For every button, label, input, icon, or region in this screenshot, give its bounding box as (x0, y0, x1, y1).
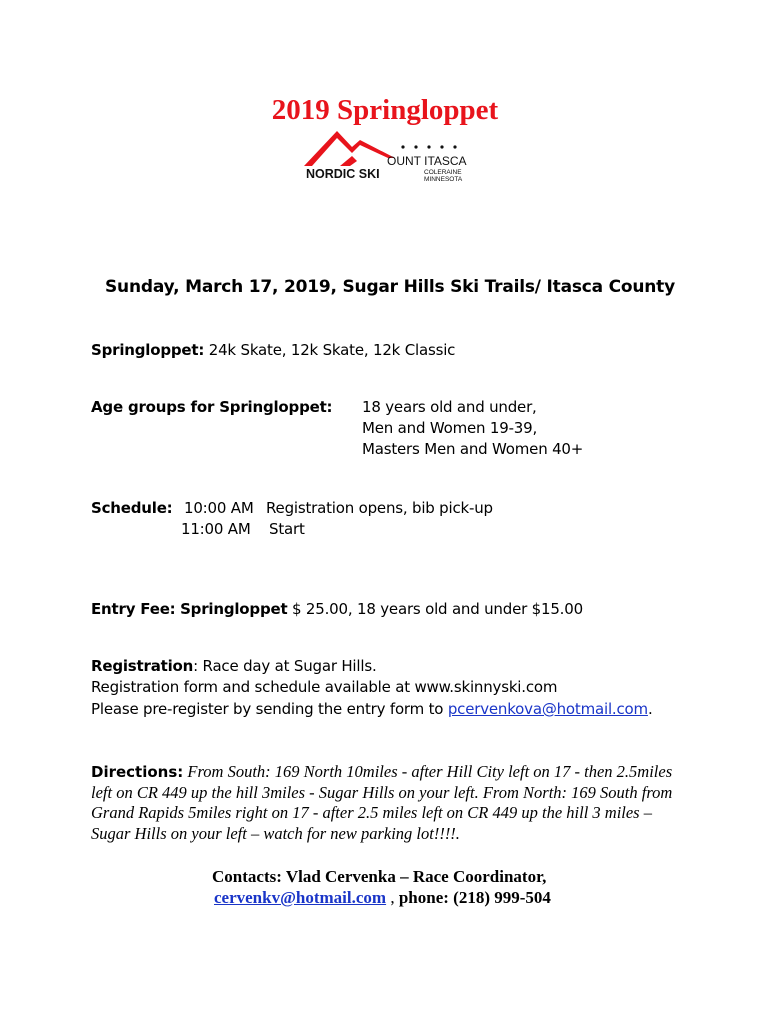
directions-paragraph (91, 762, 691, 844)
schedule-desc-2: Start (269, 520, 305, 538)
registration-line3-suffix: . (647, 700, 653, 718)
races-value: 24k Skate, 12k Skate, 12k Classic (208, 341, 456, 359)
contacts-line-2 (214, 888, 551, 908)
logo-line1: OUNT ITASCA (387, 154, 467, 168)
logo-line3a: COLERAINE (424, 169, 462, 176)
registration-line-2: Registration form and schedule available at www.skinnyski.com (91, 678, 558, 696)
contact-phone: phone: (218) 999-504 (398, 888, 551, 907)
logo-line3b: MINNESOTA (424, 176, 463, 183)
age-group-line-1: 18 years old and under, (362, 398, 537, 416)
contacts-line-1: Contacts: Vlad Cervenka – Race Coordinator, (212, 867, 547, 886)
directions-text: From South: 169 North 10miles - after Hill City left on 17 - then 2.5miles left on CR 449 up the hill 3miles - Sugar Hills on your left. From North: 169 South from Grand Rapids 5miles right on 17 - after 2.5 miles left on CR 449 up the hill 3 miles – Sugar Hills on your left – watch for new parking lot!!!!. (91, 762, 673, 843)
registration-line3-prefix: Please pre-register by sending the entry form to (91, 700, 448, 718)
schedule-time-1: 10:00 AM (184, 499, 254, 517)
registration-line1-rest: : Race day at Sugar Hills. (193, 657, 377, 675)
age-groups-label: Age groups for Springloppet: (91, 398, 333, 416)
directions-label: Directions: (91, 763, 184, 781)
registration-line-3 (91, 700, 653, 718)
contact-separator: , (386, 888, 399, 907)
registration-line-1 (91, 657, 377, 675)
races-label: Springloppet: (91, 341, 205, 359)
schedule-desc-1: Registration opens, bib pick-up (266, 499, 493, 517)
contact-email-link[interactable]: cervenkv@hotmail.com (214, 888, 387, 907)
schedule-time-2: 11:00 AM (181, 520, 251, 538)
entry-fee-line (91, 600, 583, 618)
mount-itasca-logo (300, 128, 475, 184)
registration-email-link[interactable]: pcervenkova@hotmail.com (447, 700, 648, 718)
page-title: 2019 Springloppet (271, 94, 499, 126)
logo-dots (401, 145, 456, 148)
logo-graphic (300, 128, 475, 184)
entry-fee-value: $ 25.00, 18 years old and under $15.00 (292, 600, 583, 618)
registration-label: Registration (91, 657, 194, 675)
entry-fee-label: Entry Fee: (91, 600, 176, 618)
mountain-small-peak (340, 156, 357, 166)
entry-fee-event: Springloppet (180, 600, 288, 618)
event-date-line: Sunday, March 17, 2019, Sugar Hills Ski Trails/ Itasca County (105, 277, 675, 297)
logo-line2: NORDIC SKI (306, 167, 380, 181)
schedule-label: Schedule: (91, 499, 173, 517)
races-line (91, 341, 455, 359)
age-group-line-2: Men and Women 19-39, (362, 419, 538, 437)
age-group-line-3: Masters Men and Women 40+ (362, 440, 584, 458)
